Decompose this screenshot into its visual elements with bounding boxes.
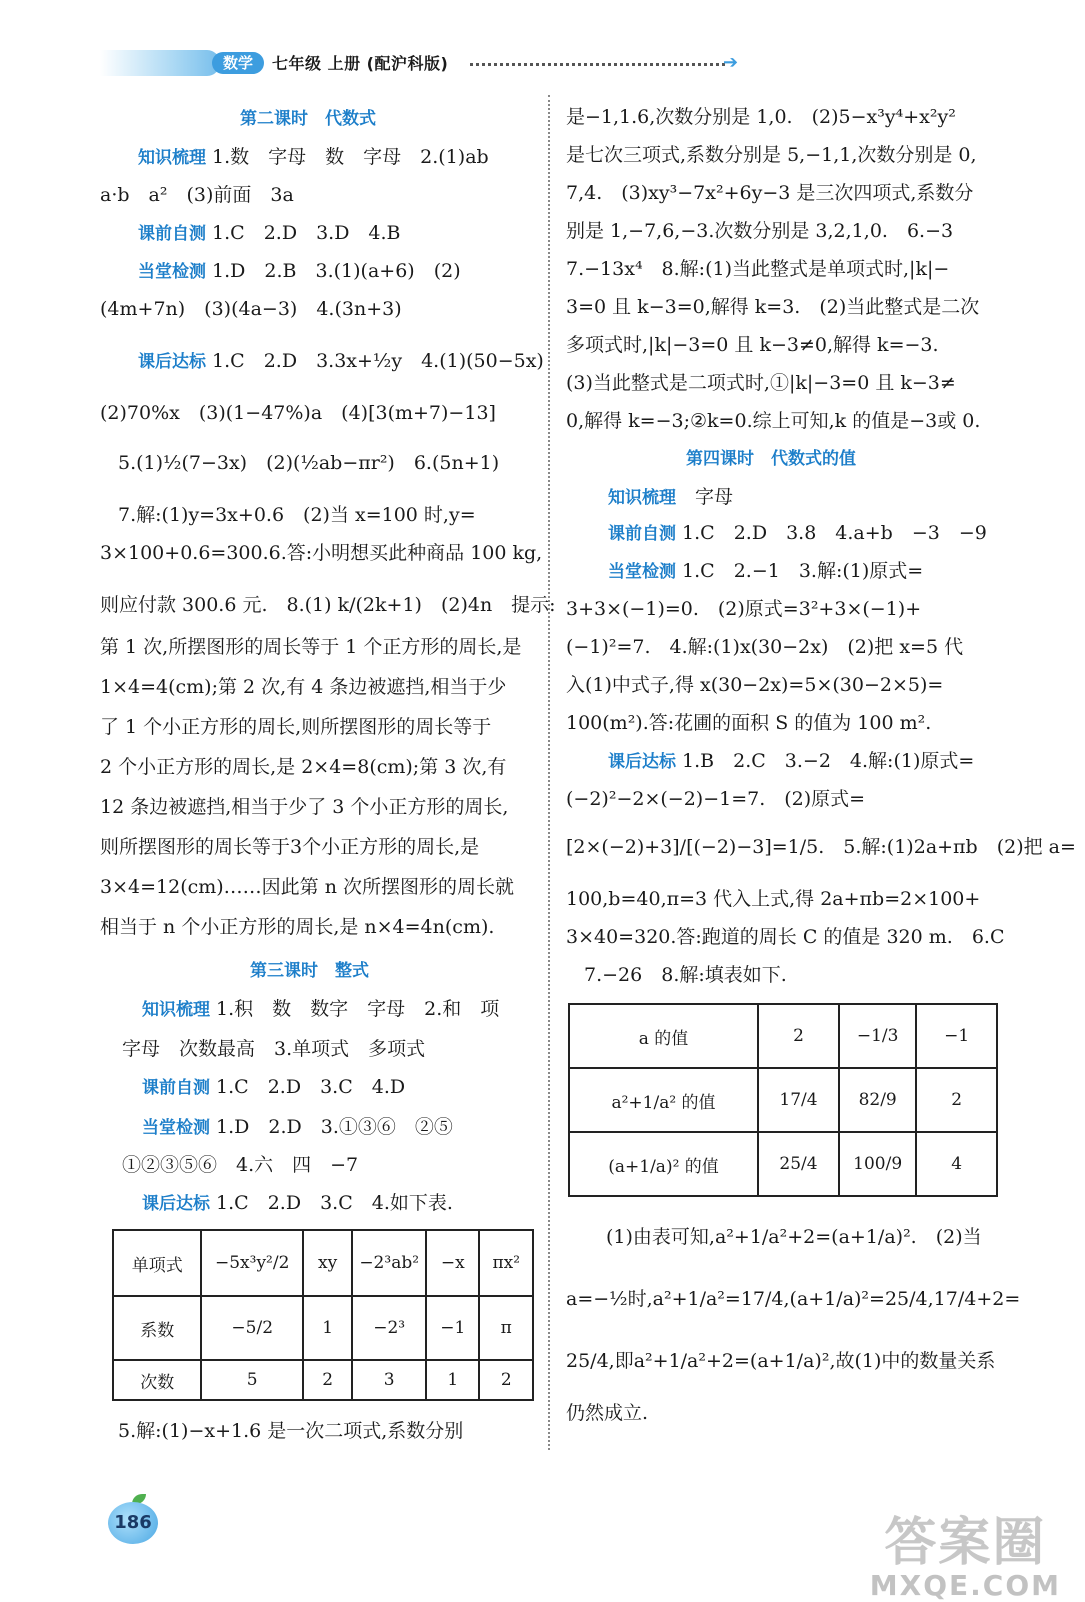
answer-line: 当堂检测 1.D 2.D 3.①③⑥ ②⑤ (142, 1116, 453, 1138)
answer-line: 仍然成立. (566, 1402, 649, 1424)
answer-line: ①②③⑤⑥ 4.六 四 −7 (122, 1154, 359, 1176)
answer-line: 是七次三项式,系数分别是 5,−1,1,次数分别是 0, (566, 144, 977, 166)
section-label: 课后达标 (142, 1194, 210, 1214)
table-cell: −1 (426, 1296, 479, 1360)
answer-line: 知识梳理 1.数 字母 数 字母 2.(1)ab (138, 146, 489, 168)
answer-line: 3×100+0.6=300.6.答:小明想买此种商品 100 kg, (100, 542, 543, 564)
table-cell: −1/3 (839, 1004, 916, 1068)
table-cell: 3 (352, 1360, 426, 1400)
table-cell: a²+1/a² 的值 (569, 1068, 758, 1132)
answer-line: 则所摆图形的周长等于3个小正方形的周长,是 (100, 836, 480, 858)
answer-line: a·b a² (3)前面 3a (100, 184, 294, 206)
answer-line: 3+3×(−1)=0. (2)原式=3²+3×(−1)+ (566, 598, 922, 620)
answer-line: 则应付款 300.6 元. 8.(1) k/(2k+1) (2)4n 提示: (100, 594, 556, 616)
answer-line: 当堂检测 1.D 2.B 3.(1)(a+6) (2) (138, 260, 461, 282)
header-ribbon (100, 50, 220, 76)
answer-line: 字母 次数最高 3.单项式 多项式 (122, 1038, 426, 1060)
value-table (568, 1003, 998, 1197)
table-cell: 100/9 (839, 1132, 916, 1196)
answer-line: 知识梳理 1.积 数 数字 字母 2.和 项 (142, 998, 500, 1020)
table-cell: −5/2 (201, 1296, 302, 1360)
table-cell: 2 (916, 1068, 997, 1132)
answer-line: 5.(1)½(7−3x) (2)(½ab−πr²) 6.(5n+1) (118, 452, 500, 474)
answer-line: 当堂检测 1.C 2.−1 3.解:(1)原式= (608, 560, 924, 582)
answer-line: 2 个小正方形的周长,是 2×4=8(cm);第 3 次,有 (100, 756, 507, 778)
answer-line: 别是 1,−7,6,−3.次数分别是 3,2,1,0. 6.−3 (566, 220, 954, 242)
table-cell: −x (426, 1230, 479, 1296)
answer-line: 7.−13x⁴ 8.解:(1)当此整式是单项式时,|k|− (566, 258, 950, 280)
watermark-logo: 答案圈 (884, 1513, 1047, 1573)
table-cell: π (479, 1296, 533, 1360)
answer-line: 7.−26 8.解:填表如下. (584, 964, 787, 986)
table-row (569, 1004, 997, 1068)
answer-line: 多项式时,|k|−3=0 且 k−3≠0,解得 k=−3. (566, 334, 939, 356)
section-label: 知识梳理 (138, 148, 206, 168)
answer-line: 课前自测 1.C 2.D 3.C 4.D (142, 1076, 406, 1098)
running-header (0, 0, 1085, 95)
answer-line: 0,解得 k=−3;②k=0.综上可知,k 的值是−3或 0. (566, 410, 981, 432)
table-cell: (a+1/a)² 的值 (569, 1132, 758, 1196)
section-label: 课后达标 (608, 752, 676, 772)
answer-line: 课后达标 1.C 2.D 3.C 4.如下表. (142, 1192, 453, 1214)
answer-line: [2×(−2)+3]/[(−2)−3]=1/5. 5.解:(1)2a+πb (2)把 a= (566, 836, 1076, 858)
answer-line: (4m+7n) (3)(4a−3) 4.(3n+3) (100, 298, 402, 320)
table-cell: πx² (479, 1230, 533, 1296)
section-label: 知识梳理 (142, 1000, 210, 1020)
table-row (113, 1296, 533, 1360)
section-title: 第三课时 整式 (250, 961, 369, 981)
arrow-icon: ➔ (723, 52, 739, 73)
section-label: 课前自测 (608, 524, 676, 544)
answer-line: (−2)²−2×(−2)−1=7. (2)原式= (566, 788, 866, 810)
answer-line: 知识梳理 字母 (608, 486, 734, 508)
table-cell: 2 (758, 1004, 839, 1068)
table-cell: 1 (426, 1360, 479, 1400)
answer-line: (2)70%x (3)(1−47%)a (4)[3(m+7)−13] (100, 402, 496, 424)
answer-line: 100,b=40,π=3 代入上式,得 2a+πb=2×100+ (566, 888, 981, 910)
section-title: 第二课时 代数式 (240, 109, 376, 129)
table-cell: 1 (303, 1296, 352, 1360)
table-cell: a 的值 (569, 1004, 758, 1068)
answer-line: 12 条边被遮挡,相当于少了 3 个小正方形的周长, (100, 796, 509, 818)
answer-line: 7,4. (3)xy³−7x²+6y−3 是三次四项式,系数分 (566, 182, 974, 204)
section-label: 当堂检测 (138, 262, 206, 282)
answer-line: 3×40=320.答:跑道的周长 C 的值是 320 m. 6.C (566, 926, 1005, 948)
answer-line: 1×4=4(cm);第 2 次,有 4 条边被遮挡,相当于少 (100, 676, 507, 698)
table-cell: xy (303, 1230, 352, 1296)
table-cell: 82/9 (839, 1068, 916, 1132)
table-row (113, 1360, 533, 1400)
table-cell: −5x³y²/2 (201, 1230, 302, 1296)
table-cell: 系数 (113, 1296, 201, 1360)
answer-line: (3)当此整式是二项式时,①|k|−3=0 且 k−3≠ (566, 372, 956, 394)
answer-line: 3×4=12(cm)……因此第 n 次所摆图形的周长就 (100, 876, 514, 898)
answer-line: 课前自测 1.C 2.D 3.8 4.a+b −3 −9 (608, 522, 987, 544)
answer-line: (1)由表可知,a²+1/a²+2=(a+1/a)². (2)当 (606, 1226, 982, 1248)
table-row (569, 1132, 997, 1196)
table-row (113, 1230, 533, 1296)
answer-line: 是−1,1.6,次数分别是 1,0. (2)5−x³y⁴+x²y² (566, 106, 956, 128)
answer-line: 100(m²).答:花圃的面积 S 的值为 100 m². (566, 712, 932, 734)
section-label: 课前自测 (138, 224, 206, 244)
subject-badge: 数学 (212, 52, 264, 74)
header-dotted-rule (470, 63, 725, 66)
answer-line: 入(1)中式子,得 x(30−2x)=5×(30−2×5)= (566, 674, 944, 696)
table-cell: 次数 (113, 1360, 201, 1400)
table-cell: 4 (916, 1132, 997, 1196)
table-cell: 17/4 (758, 1068, 839, 1132)
monomial-table (112, 1229, 534, 1401)
table-cell: 2 (479, 1360, 533, 1400)
answer-line: 相当于 n 个小正方形的周长,是 n×4=4n(cm). (100, 916, 495, 938)
column-divider (548, 95, 550, 1450)
section-label: 课前自测 (142, 1078, 210, 1098)
answer-line: 7.解:(1)y=3x+0.6 (2)当 x=100 时,y= (118, 504, 476, 526)
answer-line: 了 1 个小正方形的周长,则所摆图形的周长等于 (100, 716, 492, 738)
table-cell: 25/4 (758, 1132, 839, 1196)
answer-line: 25/4,即a²+1/a²+2=(a+1/a)²,故(1)中的数量关系 (566, 1350, 996, 1372)
section-title: 第四课时 代数式的值 (686, 449, 856, 469)
answer-line: a=−½时,a²+1/a²=17/4,(a+1/a)²=25/4,17/4+2= (566, 1288, 1021, 1310)
answer-line: 第 1 次,所摆图形的周长等于 1 个正方形的周长,是 (100, 636, 522, 658)
answer-line: 课后达标 1.C 2.D 3.3x+½y 4.(1)(50−5x) (138, 350, 544, 372)
answer-line: 课前自测 1.C 2.D 3.D 4.B (138, 222, 401, 244)
table-cell: 5 (201, 1360, 302, 1400)
section-label: 当堂检测 (142, 1118, 210, 1138)
section-label: 当堂检测 (608, 562, 676, 582)
table-cell: −2³ (352, 1296, 426, 1360)
table-cell: 2 (303, 1360, 352, 1400)
table-row (569, 1068, 997, 1132)
watermark (870, 1500, 1061, 1602)
table-cell: −2³ab² (352, 1230, 426, 1296)
table-cell: −1 (916, 1004, 997, 1068)
answer-line: 3=0 且 k−3=0,解得 k=3. (2)当此整式是二次 (566, 296, 980, 318)
table-cell: 单项式 (113, 1230, 201, 1296)
book-title: 七年级 上册 (配沪科版) (272, 54, 449, 73)
watermark-url: MXQE.COM (869, 1569, 1061, 1602)
answer-line: 课后达标 1.B 2.C 3.−2 4.解:(1)原式= (608, 750, 975, 772)
section-label: 课后达标 (138, 352, 206, 372)
section-label: 知识梳理 (608, 488, 676, 508)
answer-line: 5.解:(1)−x+1.6 是一次二项式,系数分别 (118, 1420, 464, 1442)
answer-line: (−1)²=7. 4.解:(1)x(30−2x) (2)把 x=5 代 (566, 636, 964, 658)
page-number: 186 (108, 1502, 158, 1544)
